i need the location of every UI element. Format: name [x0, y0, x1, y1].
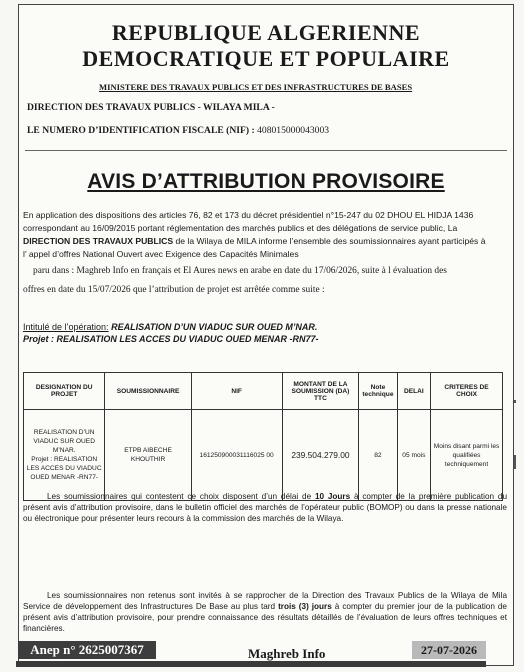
- intro-paragraph: [23, 209, 507, 297]
- non-retenus-paragraph: [23, 590, 507, 634]
- intro-line-3-bold: DIRECTION DES TRAVAUX PUBLICS: [23, 236, 174, 246]
- notice-page: [18, 4, 514, 666]
- nif-line: [27, 125, 329, 136]
- col-criteres: CRITERES DE CHOIX: [431, 373, 503, 410]
- publication-date: 27-07-2026: [412, 641, 486, 659]
- nif-label: LE NUMERO D’IDENTIFICATION FISCALE (NIF) :: [27, 125, 255, 136]
- cell-note: 82: [359, 410, 397, 501]
- operation-line: [23, 321, 503, 333]
- intro-line-4: l’ appel d’offres National Ouvert avec Exigence des Capacités Minimales: [23, 249, 299, 259]
- operation-value: REALISATION D’UN VIADUC SUR OUED M’NAR.: [108, 322, 318, 332]
- divider: [25, 150, 507, 151]
- cell-nif: 161250900031116025 00: [191, 410, 282, 501]
- col-montant: MONTANT DE LA SOUMISSION (DA) TTC: [282, 373, 359, 410]
- intro-line-5: paru dans : Maghreb Info en français et El Aures news en arabe en date du 17/06/2026, suite à l évaluation des: [33, 266, 447, 276]
- intro-line-3: [23, 235, 507, 248]
- table-row: [24, 410, 503, 501]
- cell-criteres: Moins disant parmi les qualifiées techniquement: [431, 410, 503, 501]
- attribution-table: [23, 372, 503, 501]
- cell-designation-a: REALISATION D’UN VIADUC SUR OUED M’NAR.: [33, 429, 95, 454]
- avis-title: AVIS D’ATTRIBUTION PROVISOIRE: [87, 170, 445, 193]
- col-note: Note technique: [359, 373, 397, 410]
- non-retenus-text-a: Les soumissionnaires non retenus sont invités à se rapprocher de la Direction des Travaux Publics de la Wilaya de Mila Service de développement des Infrastructures De Base au plus tard: [23, 591, 507, 611]
- ministere-line: MINISTERE DES TRAVAUX PUBLICS ET DES INFRASTRUCTURES DE BASES: [99, 82, 413, 92]
- projet-line: Projet : REALISATION LES ACCES DU VIADUC OUED MENAR -RN77-: [23, 334, 319, 344]
- col-soumissionnaire: SOUMISSIONNAIRE: [105, 373, 191, 410]
- direction-line: DIRECTION DES TRAVAUX PUBLICS - WILAYA MILA -: [27, 102, 275, 113]
- recours-delay: 10 Jours: [314, 492, 351, 501]
- cell-soumissionnaire: ETPB AIBECHE KHOUTHIR: [105, 410, 191, 501]
- scan-mark: [514, 400, 516, 403]
- scan-mark: [514, 455, 516, 469]
- cell-montant: 239.504.279.00: [282, 410, 359, 501]
- non-retenus-delay: trois (3) jours: [278, 602, 332, 611]
- col-nif: NIF: [191, 373, 282, 410]
- table-header-row: [24, 373, 503, 410]
- anep-number-badge: Anep n° 2625007367: [18, 641, 156, 659]
- header-title-line1: REPUBLIQUE ALGERIENNE: [111, 20, 421, 45]
- cell-designation: [24, 410, 105, 501]
- operation-label: Intitulé de l’opération:: [23, 322, 109, 332]
- col-delai: DELAI: [397, 373, 431, 410]
- recours-text-c: à compter de la première publication du présent avis d’attribution provisoire, dans le bulletin officiel des marchés de l’opérateur public (BOMOP) ou dans la presse nationale ou électronique pour présenter leurs recours à la commission des marchés de la Wilaya.: [23, 492, 508, 523]
- header-title-line2: DEMOCRATIQUE ET POPULAIRE: [82, 46, 450, 71]
- recours-text-a: Les soumissionnaires qui contestent ce choix disposent d’un délai de: [47, 492, 315, 501]
- operation-block: [23, 321, 503, 345]
- intro-line-2: correspondant au 16/09/2015 portant réglementation des marchés publics et des délégations de service public, La: [23, 223, 458, 233]
- intro-line-3-rest: de la Wilaya de MILA informe l’ensemble des soumissionnaires ayant participés à: [173, 236, 486, 246]
- recours-paragraph: [23, 491, 507, 524]
- col-designation: DESIGNATION DU PROJET: [24, 373, 105, 410]
- newspaper-name: Maghreb Info: [248, 646, 326, 661]
- cell-designation-b: Projet : REALISATION LES ACCES DU VIADUC OUED MENAR -RN77-: [26, 456, 102, 481]
- non-retenus-text-c: à compter du premier jour de la publication de présent avis d’attribution provisoire, pour prendre connaissance des résultats détaillés de l’évaluation de leurs offres techniques et financières.: [23, 602, 507, 633]
- nif-value: 408015000043003: [257, 125, 330, 136]
- cell-delai: 05 mois: [397, 410, 431, 501]
- bottom-band: [16, 661, 486, 667]
- intro-line-1: En application des dispositions des articles 76, 82 et 173 du décret présidentiel n°15-247 du 02 DHOU EL HIDJA 1436: [23, 210, 474, 220]
- intro-line-6: offres en date du 15/07/2026 que l’attribution de projet est arrêtée comme suite :: [23, 285, 325, 295]
